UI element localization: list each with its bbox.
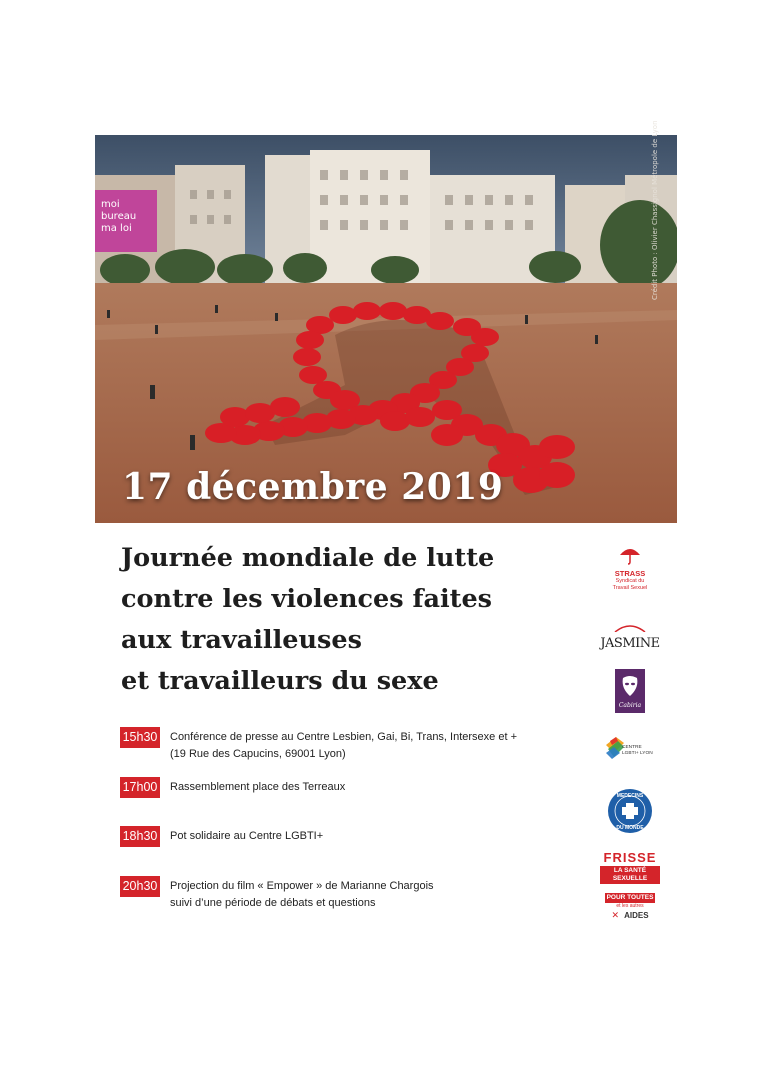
time-badge: 20h30: [120, 876, 160, 897]
strass-sub-2: Travail Sexuel: [612, 584, 648, 591]
time-badge: 15h30: [120, 727, 160, 748]
centre-line-2: LGBTI+ LYON: [622, 751, 653, 756]
event-line: Projection du film « Empower » de Marianne Chargois: [170, 880, 434, 892]
event-description: [170, 828, 323, 845]
aides-logo: [600, 903, 660, 922]
event-description: [170, 729, 517, 763]
jasmine-logo: [600, 617, 660, 651]
frisse-sub: et les autres: [616, 903, 644, 909]
event-description: [170, 878, 434, 912]
frisse-logo: [600, 851, 660, 909]
event-line: Conférence de presse au Centre Lesbien, Gai, Bi, Trans, Intersexe et +: [170, 731, 517, 743]
billboard-text-3: ma loi: [101, 223, 132, 234]
event-line: (19 Rue des Capucins, 69001 Lyon): [170, 748, 346, 760]
frisse-box-2: POUR TOUTES: [606, 894, 654, 901]
time-badge: 17h00: [120, 777, 160, 798]
billboard-text-1: moi: [101, 199, 120, 210]
photo-credit: Crédit Photo : Olivier Chassignol Métropole de Lyon: [651, 120, 659, 300]
strass-name: STRASS: [614, 569, 646, 578]
time-badge: 18h30: [120, 826, 160, 847]
cabiria-logo: [600, 669, 660, 713]
headline-line-2: contre les violences faites: [121, 584, 493, 614]
event-line: Rassemblement place des Terreaux: [170, 781, 346, 793]
arc-icon: [613, 624, 647, 632]
centre-label: [622, 745, 653, 757]
event-date: 17 décembre 2019: [122, 466, 504, 508]
aides-name: AIDES: [624, 911, 649, 920]
billboard-text-2: bureau: [101, 211, 137, 222]
strass-sub-1: Syndicat du: [615, 578, 645, 584]
event-description: [170, 779, 345, 796]
mdm-bottom: DU MONDE: [616, 825, 644, 831]
ribbon-icon: ✕: [611, 911, 619, 921]
frisse-name: FRISSE: [603, 850, 657, 865]
medecins-du-monde-logo: [600, 788, 660, 838]
mask-icon: [615, 672, 645, 702]
headline-line-1: Journée mondiale de lutte: [121, 543, 495, 573]
headline-line-3: aux travailleuses: [121, 625, 362, 655]
umbrella-icon: [619, 545, 641, 565]
cross-circle-icon: [607, 788, 653, 834]
mdm-top: MEDECINS: [616, 793, 644, 799]
headline: [121, 538, 591, 702]
cabiria-box: [615, 669, 645, 713]
event-line: Pot solidaire au Centre LGBTI+: [170, 830, 324, 842]
event-line: suivi d’une période de débats et questions: [170, 897, 376, 909]
event-photo: [95, 135, 677, 523]
cabiria-name: Cabiria: [618, 702, 642, 709]
strass-logo: [600, 545, 660, 591]
headline-line-4: et travailleurs du sexe: [121, 666, 439, 696]
frisse-box-1: LA SANTÉ SEXUELLE: [600, 866, 660, 884]
centre-lgbti-logo: [600, 735, 660, 767]
jasmine-name: JASMINE: [600, 636, 660, 651]
centre-line-1: CENTRE: [622, 745, 642, 750]
square-red-ribbon-illustration: [95, 135, 677, 523]
